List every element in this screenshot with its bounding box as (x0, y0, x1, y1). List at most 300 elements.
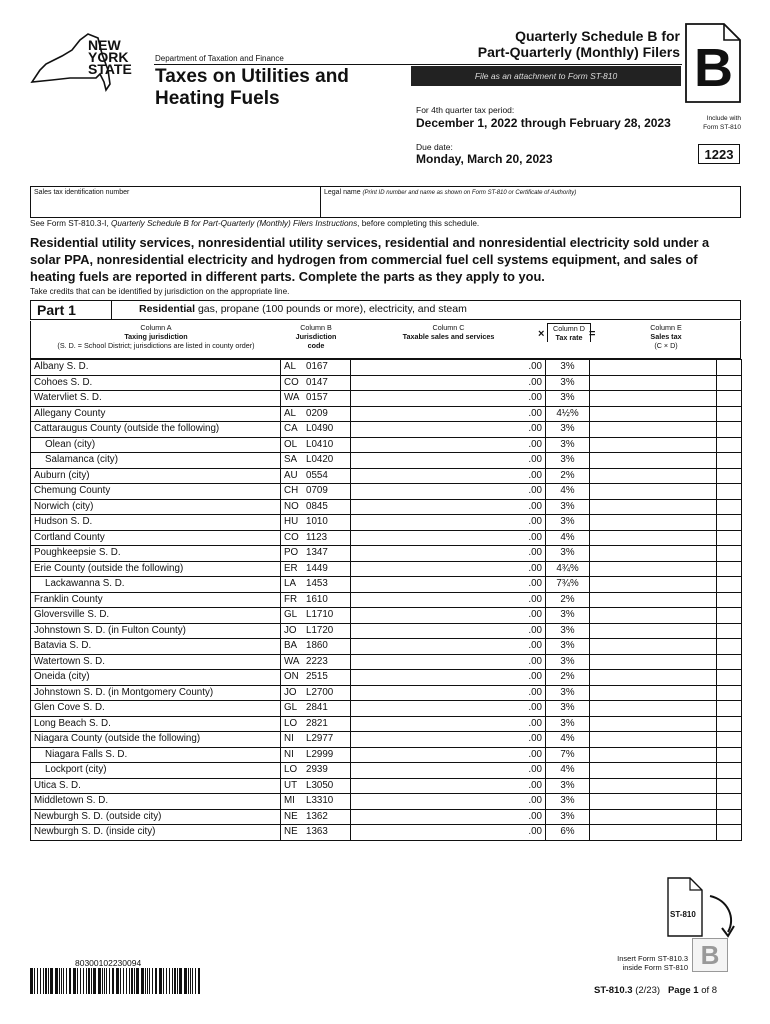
table-row (31, 716, 742, 732)
sales-tax-cents-input[interactable] (717, 747, 742, 763)
table-row (31, 732, 742, 748)
col-e-title: Sales tax (650, 332, 682, 341)
barcode-bar (136, 968, 139, 994)
taxable-sales-input[interactable]: .00 (351, 360, 546, 376)
barcode-bar (131, 968, 133, 994)
jurisdiction-code: 1363 (306, 826, 328, 838)
part1-divider (111, 301, 112, 319)
sales-tax-cents-input[interactable] (717, 809, 742, 825)
jurisdiction-prefix: NE (284, 810, 298, 822)
col-b-title: Jurisdiction (295, 332, 337, 341)
jurisdiction-code-cell (281, 809, 351, 825)
barcode-bar (159, 968, 162, 994)
jurisdiction-code-cell (281, 484, 351, 500)
taxable-sales-input[interactable]: .00 (351, 453, 546, 469)
table-row (31, 825, 742, 841)
jurisdiction-prefix: OL (284, 438, 298, 450)
schedule-title (478, 28, 680, 60)
logo-line-york: YORK (88, 49, 129, 65)
jurisdiction-prefix: ER (284, 562, 298, 574)
table-row (31, 484, 742, 500)
sales-tax-cents-input[interactable] (717, 515, 742, 531)
table-row (31, 546, 742, 562)
barcode-bar (88, 968, 90, 994)
sales-tax-cents-input[interactable] (717, 592, 742, 608)
barcode-bar (123, 968, 124, 994)
jurisdiction-code-cell (281, 670, 351, 686)
table-row (31, 592, 742, 608)
barcode-bar (112, 968, 114, 994)
sales-tax-cents-input[interactable] (717, 422, 742, 438)
sales-tax-input[interactable] (590, 592, 717, 608)
table-row (31, 809, 742, 825)
jurisdiction-cell: Batavia S. D. (31, 639, 281, 655)
sales-tax-id-field[interactable] (31, 187, 321, 217)
sales-tax-cents-input[interactable] (717, 437, 742, 453)
jurisdiction-cell: Oneida (city) (31, 670, 281, 686)
taxable-sales-input[interactable]: .00 (351, 561, 546, 577)
schedule-b-icon (684, 22, 742, 104)
sales-tax-input[interactable] (590, 561, 717, 577)
form-title-line2: Heating Fuels (155, 88, 280, 109)
sales-tax-cents-input[interactable] (717, 406, 742, 422)
barcode-bar (66, 968, 67, 994)
sales-tax-input[interactable] (590, 763, 717, 779)
jurisdiction-cell: Auburn (city) (31, 468, 281, 484)
attach-note: File as an attachment to Form ST-810 (411, 66, 681, 86)
tax-rate-cell: 3% (546, 546, 590, 562)
form-title (155, 66, 349, 110)
jurisdiction-cell: Allegany County (31, 406, 281, 422)
sales-tax-input[interactable] (590, 670, 717, 686)
sales-tax-input[interactable] (590, 654, 717, 670)
page-total: of 8 (698, 985, 718, 996)
sales-tax-cents-input[interactable] (717, 701, 742, 717)
jurisdiction-code-cell (281, 732, 351, 748)
sales-tax-cents-input[interactable] (717, 484, 742, 500)
ny-state-logo (26, 30, 136, 98)
schedule-title-line1: Quarterly Schedule B for (515, 28, 680, 44)
jurisdiction-code: 1123 (306, 531, 328, 543)
intro-paragraph: Residential utility services, nonresidential utility services, residential and nonresidential electricity sold under a solar PPA, nonresidential electricity and hydrogen from commercial fuel cell systems equipment, and sales of heating fuels are reported in different parts. Complete the parts as they apply to you. (30, 235, 710, 284)
tax-rate-cell: 2% (546, 592, 590, 608)
barcode-number: 80300102230094 (75, 958, 142, 968)
include-line2: Form ST-810 (703, 124, 741, 131)
barcode-bar (83, 968, 84, 994)
barcode-bar (55, 968, 58, 994)
jurisdiction-code-cell (281, 437, 351, 453)
jurisdiction-code-cell (281, 654, 351, 670)
jurisdiction-prefix: FR (284, 593, 298, 605)
col-e-formula: (C × D) (654, 341, 678, 350)
sales-tax-input[interactable] (590, 515, 717, 531)
jurisdiction-code: L2700 (306, 686, 334, 698)
jurisdiction-cell: Gloversville S. D. (31, 608, 281, 624)
jurisdiction-code-cell (281, 747, 351, 763)
jurisdiction-cell: Olean (city) (31, 437, 281, 453)
jurisdiction-prefix: NE (284, 826, 298, 838)
table-row (31, 763, 742, 779)
sales-tax-cents-input[interactable] (717, 360, 742, 376)
tax-rate-cell: 3% (546, 794, 590, 810)
col-c-heading (351, 323, 546, 341)
jurisdiction-prefix: LO (284, 764, 298, 776)
schedule-letter: B (694, 38, 733, 98)
jurisdiction-prefix: UT (284, 779, 298, 791)
table-row (31, 530, 742, 546)
doc-icon-label: ST-810 (670, 910, 696, 919)
jurisdiction-code: 2515 (306, 671, 328, 683)
jurisdiction-prefix: LA (284, 578, 296, 590)
taxable-sales-input[interactable]: .00 (351, 747, 546, 763)
taxable-sales-input[interactable]: .00 (351, 794, 546, 810)
tax-rate-cell: 3% (546, 437, 590, 453)
taxable-sales-input[interactable]: .00 (351, 484, 546, 500)
taxable-sales-input[interactable]: .00 (351, 809, 546, 825)
jurisdiction-code-cell (281, 453, 351, 469)
jurisdiction-prefix: WA (284, 392, 300, 404)
sales-tax-cents-input[interactable] (717, 778, 742, 794)
tax-rate-cell: 3% (546, 499, 590, 515)
jurisdiction-prefix: GL (284, 609, 298, 621)
jurisdiction-prefix: AU (284, 469, 298, 481)
barcode-bar (152, 968, 153, 994)
table-row (31, 468, 742, 484)
sales-tax-input[interactable] (590, 484, 717, 500)
jurisdiction-code-cell (281, 546, 351, 562)
jurisdiction-code: L3050 (306, 779, 334, 791)
jurisdiction-code: L3310 (306, 795, 334, 807)
sales-tax-input[interactable] (590, 685, 717, 701)
identification-row (30, 186, 741, 218)
tax-rate-cell: 3% (546, 639, 590, 655)
col-a-title: Taxing jurisdiction (124, 332, 188, 341)
barcode-bar (102, 968, 103, 994)
taxable-sales-input[interactable]: .00 (351, 654, 546, 670)
jurisdiction-prefix: GL (284, 702, 298, 714)
tax-rate-cell: 4½% (546, 406, 590, 422)
part1-header (30, 300, 741, 320)
jurisdiction-code-cell (281, 468, 351, 484)
jurisdiction-cell: Cattaraugus County (outside the following) (31, 422, 281, 438)
jurisdiction-code: 2939 (306, 764, 328, 776)
jurisdiction-code: 1347 (306, 547, 328, 559)
taxable-sales-input[interactable]: .00 (351, 577, 546, 593)
tax-rate-cell: 4% (546, 763, 590, 779)
sales-tax-input[interactable] (590, 422, 717, 438)
jurisdiction-code-cell (281, 685, 351, 701)
sales-tax-cents-input[interactable] (717, 716, 742, 732)
period-label: For 4th quarter tax period: (416, 105, 515, 115)
jurisdiction-code-cell (281, 422, 351, 438)
tax-period: December 1, 2022 through February 28, 2023 (416, 116, 671, 130)
sales-tax-input[interactable] (590, 375, 717, 391)
sales-tax-cents-input[interactable] (717, 670, 742, 686)
sales-tax-input[interactable] (590, 825, 717, 841)
jurisdiction-prefix: CA (284, 423, 298, 435)
jurisdiction-cell: Johnstown S. D. (in Fulton County) (31, 623, 281, 639)
tax-rate-cell: 3% (546, 608, 590, 624)
jurisdiction-prefix: SA (284, 454, 298, 466)
taxable-sales-input[interactable]: .00 (351, 623, 546, 639)
barcode-bar (166, 968, 167, 994)
jurisdiction-code-cell (281, 515, 351, 531)
barcode-bar (106, 968, 107, 994)
sales-tax-input[interactable] (590, 437, 717, 453)
taxable-sales-input[interactable]: .00 (351, 778, 546, 794)
barcode-bar (61, 968, 62, 994)
form-rev: (2/23) (632, 985, 668, 996)
table-row (31, 391, 742, 407)
jurisdiction-prefix: JO (284, 686, 297, 698)
sales-tax-input[interactable] (590, 701, 717, 717)
table-row (31, 360, 742, 376)
tax-rate-cell: 4¾% (546, 561, 590, 577)
table-row (31, 561, 742, 577)
jurisdiction-cell: Watertown S. D. (31, 654, 281, 670)
taxable-sales-input[interactable]: .00 (351, 825, 546, 841)
sales-tax-cents-input[interactable] (717, 794, 742, 810)
jurisdiction-code-cell (281, 499, 351, 515)
footer-form-id (594, 985, 717, 996)
tax-rate-cell: 3% (546, 809, 590, 825)
barcode-bar (50, 968, 53, 994)
col-b-heading (281, 323, 351, 350)
col-e-heading (606, 323, 726, 350)
tax-rate-cell: 3% (546, 685, 590, 701)
jurisdiction-code: 1453 (306, 578, 328, 590)
col-a-name: Column A (140, 323, 172, 332)
part1-desc-bold: Residential (139, 303, 196, 315)
barcode-bar (198, 968, 200, 994)
sales-tax-input[interactable] (590, 778, 717, 794)
barcode-bar (163, 968, 164, 994)
jurisdiction-cell: Salamanca (city) (31, 453, 281, 469)
sales-tax-input[interactable] (590, 732, 717, 748)
sales-tax-cents-input[interactable] (717, 499, 742, 515)
equals-sign: = (589, 328, 596, 340)
jurisdiction-code-cell (281, 530, 351, 546)
tax-rate-cell: 3% (546, 422, 590, 438)
part1-desc-rest: gas, propane (100 pounds or more), electricity, and steam (195, 303, 467, 315)
tax-rate-cell: 7% (546, 747, 590, 763)
taxable-sales-input[interactable]: .00 (351, 391, 546, 407)
col-d-title: Tax rate (555, 333, 583, 342)
jurisdiction-cell: Newburgh S. D. (inside city) (31, 825, 281, 841)
jurisdiction-cell: Lockport (city) (31, 763, 281, 779)
jurisdiction-prefix: PO (284, 547, 299, 559)
tax-rate-cell: 3% (546, 453, 590, 469)
jurisdiction-code-cell (281, 406, 351, 422)
jurisdiction-code: L2999 (306, 748, 334, 760)
schedule-title-line2: Part-Quarterly (Monthly) Filers (477, 44, 680, 60)
sales-tax-cents-input[interactable] (717, 546, 742, 562)
insert-line1: Insert Form ST-810.3 (617, 954, 688, 963)
jurisdiction-code: 1860 (306, 640, 328, 652)
sales-tax-input[interactable] (590, 747, 717, 763)
sales-tax-input[interactable] (590, 360, 717, 376)
taxable-sales-input[interactable]: .00 (351, 375, 546, 391)
sales-tax-input[interactable] (590, 468, 717, 484)
sales-tax-input[interactable] (590, 577, 717, 593)
sales-tax-cents-input[interactable] (717, 685, 742, 701)
col-d-heading (547, 323, 591, 342)
barcode-bar (69, 968, 71, 994)
barcode-bar (188, 968, 189, 994)
jurisdiction-code-cell (281, 592, 351, 608)
barcode-bar (104, 968, 105, 994)
barcode-bar (37, 968, 38, 994)
tax-rate-cell: 4% (546, 530, 590, 546)
table-row (31, 515, 742, 531)
see-instructions-title: Quarterly Schedule B for Part-Quarterly (Monthly) Filers Instructions (111, 219, 358, 228)
table-row (31, 794, 742, 810)
tax-rate-cell: 3% (546, 778, 590, 794)
sales-tax-cents-input[interactable] (717, 608, 742, 624)
taxable-sales-input[interactable]: .00 (351, 530, 546, 546)
insert-note (590, 954, 688, 972)
barcode-bar (134, 968, 135, 994)
barcode-bar (177, 968, 178, 994)
sales-tax-input[interactable] (590, 608, 717, 624)
jurisdiction-cell: Albany S. D. (31, 360, 281, 376)
sales-tax-input[interactable] (590, 809, 717, 825)
barcode-bar (63, 968, 64, 994)
legal-name-field[interactable] (321, 187, 741, 217)
taxable-sales-input[interactable]: .00 (351, 732, 546, 748)
sales-tax-input[interactable] (590, 530, 717, 546)
sales-tax-cents-input[interactable] (717, 375, 742, 391)
taxable-sales-input[interactable]: .00 (351, 437, 546, 453)
form-id: ST-810.3 (594, 985, 633, 996)
taxable-sales-input[interactable]: .00 (351, 499, 546, 515)
taxable-sales-input[interactable]: .00 (351, 608, 546, 624)
sales-tax-input[interactable] (590, 499, 717, 515)
sales-tax-cents-input[interactable] (717, 391, 742, 407)
take-credits-note: Take credits that can be identified by jurisdiction on the appropriate line. (30, 287, 290, 296)
table-row (31, 639, 742, 655)
col-b-name: Column B (300, 323, 332, 332)
sales-tax-input[interactable] (590, 453, 717, 469)
taxable-sales-input[interactable]: .00 (351, 639, 546, 655)
taxable-sales-input[interactable]: .00 (351, 716, 546, 732)
barcode-bar (34, 968, 35, 994)
jurisdiction-code-cell (281, 608, 351, 624)
sales-tax-cents-input[interactable] (717, 825, 742, 841)
taxable-sales-input[interactable]: .00 (351, 546, 546, 562)
sales-tax-input[interactable] (590, 391, 717, 407)
col-d-name: Column D (553, 324, 585, 333)
barcode-bar (192, 968, 193, 994)
barcode-bar (141, 968, 144, 994)
sales-tax-cents-input[interactable] (717, 453, 742, 469)
jurisdiction-code: L0410 (306, 438, 334, 450)
table-row (31, 623, 742, 639)
tax-rate-cell: 6% (546, 825, 590, 841)
jurisdiction-prefix: NI (284, 748, 294, 760)
sales-tax-cents-input[interactable] (717, 639, 742, 655)
jurisdiction-code-cell (281, 778, 351, 794)
sales-tax-cents-input[interactable] (717, 530, 742, 546)
taxable-sales-input[interactable]: .00 (351, 468, 546, 484)
sales-tax-input[interactable] (590, 639, 717, 655)
barcode-bar (195, 968, 196, 994)
barcode-bar (77, 968, 78, 994)
jurisdiction-prefix: CH (284, 485, 299, 497)
sales-tax-cents-input[interactable] (717, 577, 742, 593)
jurisdiction-code-cell (281, 825, 351, 841)
sales-tax-input[interactable] (590, 546, 717, 562)
taxable-sales-input[interactable]: .00 (351, 685, 546, 701)
jurisdiction-cell: Franklin County (31, 592, 281, 608)
sales-tax-cents-input[interactable] (717, 623, 742, 639)
taxable-sales-input[interactable]: .00 (351, 515, 546, 531)
department-name: Department of Taxation and Finance (155, 54, 284, 63)
col-a-heading (31, 323, 281, 350)
table-row (31, 499, 742, 515)
taxable-sales-input[interactable]: .00 (351, 670, 546, 686)
sales-tax-cents-input[interactable] (717, 468, 742, 484)
table-row (31, 577, 742, 593)
jurisdiction-code: L0420 (306, 454, 334, 466)
jurisdiction-prefix: BA (284, 640, 298, 652)
sales-tax-input[interactable] (590, 794, 717, 810)
jurisdiction-code-cell (281, 360, 351, 376)
part1-table (30, 359, 742, 841)
sales-tax-cents-input[interactable] (717, 763, 742, 779)
taxable-sales-input[interactable]: .00 (351, 422, 546, 438)
sales-tax-id-label: Sales tax identification number (34, 189, 130, 196)
tax-rate-cell: 4% (546, 732, 590, 748)
sales-tax-input[interactable] (590, 716, 717, 732)
tax-rate-cell: 4% (546, 484, 590, 500)
barcode-bar (155, 968, 157, 994)
due-date-label: Due date: (416, 142, 453, 152)
sales-tax-cents-input[interactable] (717, 654, 742, 670)
col-c-name: Column C (432, 323, 465, 332)
sales-tax-input[interactable] (590, 406, 717, 422)
jurisdiction-prefix: CO (284, 376, 299, 388)
barcode-bar (30, 968, 33, 994)
taxable-sales-input[interactable]: .00 (351, 406, 546, 422)
sales-tax-cents-input[interactable] (717, 732, 742, 748)
jurisdiction-cell: Niagara Falls S. D. (31, 747, 281, 763)
tax-rate-cell: 3% (546, 515, 590, 531)
barcode-bar (98, 968, 101, 994)
column-headings (30, 321, 741, 359)
barcode-bar (145, 968, 146, 994)
tax-rate-cell: 7¾% (546, 577, 590, 593)
jurisdiction-prefix: NO (284, 500, 299, 512)
jurisdiction-code-cell (281, 623, 351, 639)
jurisdiction-cell: Lackawanna S. D. (31, 577, 281, 593)
jurisdiction-code-cell (281, 701, 351, 717)
logo-line-new: NEW (88, 37, 121, 53)
taxable-sales-input[interactable]: .00 (351, 592, 546, 608)
sales-tax-cents-input[interactable] (717, 561, 742, 577)
header-rule (154, 64, 682, 65)
form-code-box: 1223 (698, 144, 740, 164)
barcode-bar (184, 968, 187, 994)
taxable-sales-input[interactable]: .00 (351, 763, 546, 779)
legal-name-label: Legal name (324, 189, 361, 196)
table-row (31, 422, 742, 438)
tax-rate-cell: 3% (546, 701, 590, 717)
sales-tax-input[interactable] (590, 623, 717, 639)
jurisdiction-code: 2821 (306, 717, 328, 729)
jurisdiction-code: L0490 (306, 423, 334, 435)
taxable-sales-input[interactable]: .00 (351, 701, 546, 717)
